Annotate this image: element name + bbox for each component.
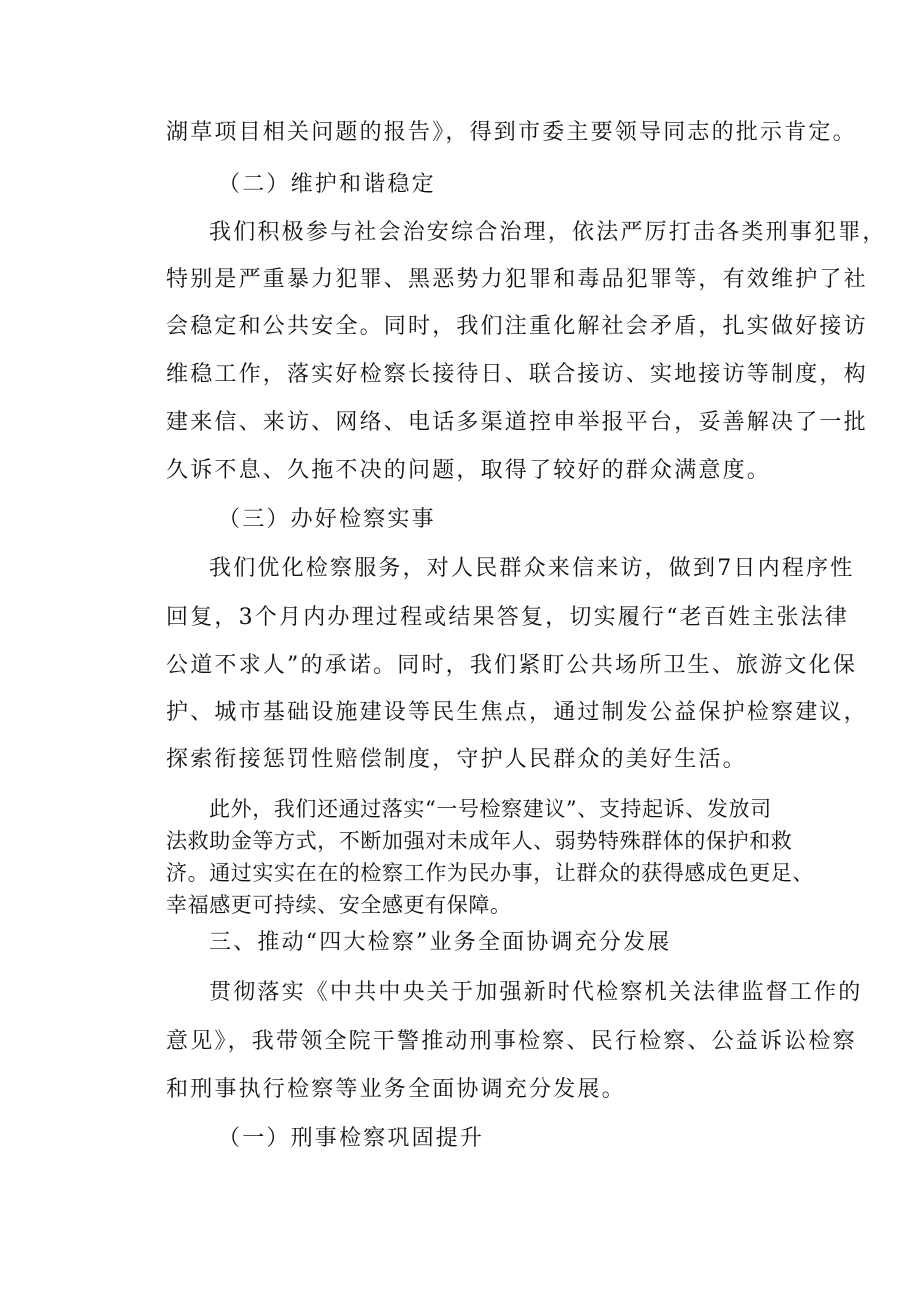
paragraph-line: 湖草项目相关问题的报告》，得到市委主要领导同志的批示肯定。 xyxy=(166,120,857,145)
paragraph-line: 特别是严重暴力犯罪、黑恶势力犯罪和毒品犯罪等，有效维护了社 xyxy=(166,267,868,292)
paragraph-line: 幸福感更可持续、安全感更有保障。 xyxy=(166,893,512,917)
paragraph-line: 维稳工作，落实好检察长接待日、联合接访、实地接访等制度，构 xyxy=(166,362,868,387)
paragraph-line: 会稳定和公共安全。同时，我们注重化解社会矛盾，扎实做好接访 xyxy=(166,314,868,339)
paragraph-line: 护、城市基础设施建设等民生焦点，通过制发公益保护检察建议， xyxy=(166,700,868,725)
paragraph-line: 贯彻落实《中共中央关于加强新时代检察机关法律监督工作的 xyxy=(209,980,863,1005)
section-heading-2: （二）维护和谐稳定 xyxy=(218,172,436,197)
paragraph-line: 济。通过实实在在的检察工作为民办事，让群众的获得感成色更足、 xyxy=(166,861,814,885)
paragraph-line: 公道不求人”的承诺。同时，我们紧盯公共场所卫生、旅游文化保 xyxy=(166,653,858,678)
paragraph-line: 久诉不息、久拖不决的问题，取得了较好的群众满意度。 xyxy=(166,458,772,483)
section-heading-major: 三、推动“四大检察”业务全面协调充分发展 xyxy=(209,930,672,955)
paragraph-line: 建来信、来访、网络、电话多渠道控申举报平台，妥善解决了一批 xyxy=(166,410,868,435)
paragraph-line: 意见》，我带领全院干警推动刑事检察、民行检察、公益诉讼检察 xyxy=(166,1029,857,1054)
paragraph-line: 我们优化检察服务，对人民群众来信来访，做到7日内程序性 xyxy=(209,556,855,581)
paragraph-line: 我们积极参与社会治安综合治理，依法严厉打击各类刑事犯罪， xyxy=(209,220,887,245)
section-heading-3: （三）办好检察实事 xyxy=(218,507,436,532)
section-heading-sub: （一）刑事检察巩固提升 xyxy=(218,1126,485,1151)
paragraph-line: 法救助金等方式，不断加强对未成年人、弱势特殊群体的保护和救 xyxy=(166,829,793,853)
paragraph-line: 探索衔接惩罚性赔偿制度，守护人民群众的美好生活。 xyxy=(166,747,747,772)
paragraph-line: 此外，我们还通过落实“一号检察建议”、支持起诉、发放司 xyxy=(209,797,772,821)
paragraph-line: 和刑事执行检察等业务全面协调充分发展。 xyxy=(166,1077,626,1102)
paragraph-line: 回复，3个月内办理过程或结果答复，切实履行“老百姓主张法律 xyxy=(166,605,850,630)
